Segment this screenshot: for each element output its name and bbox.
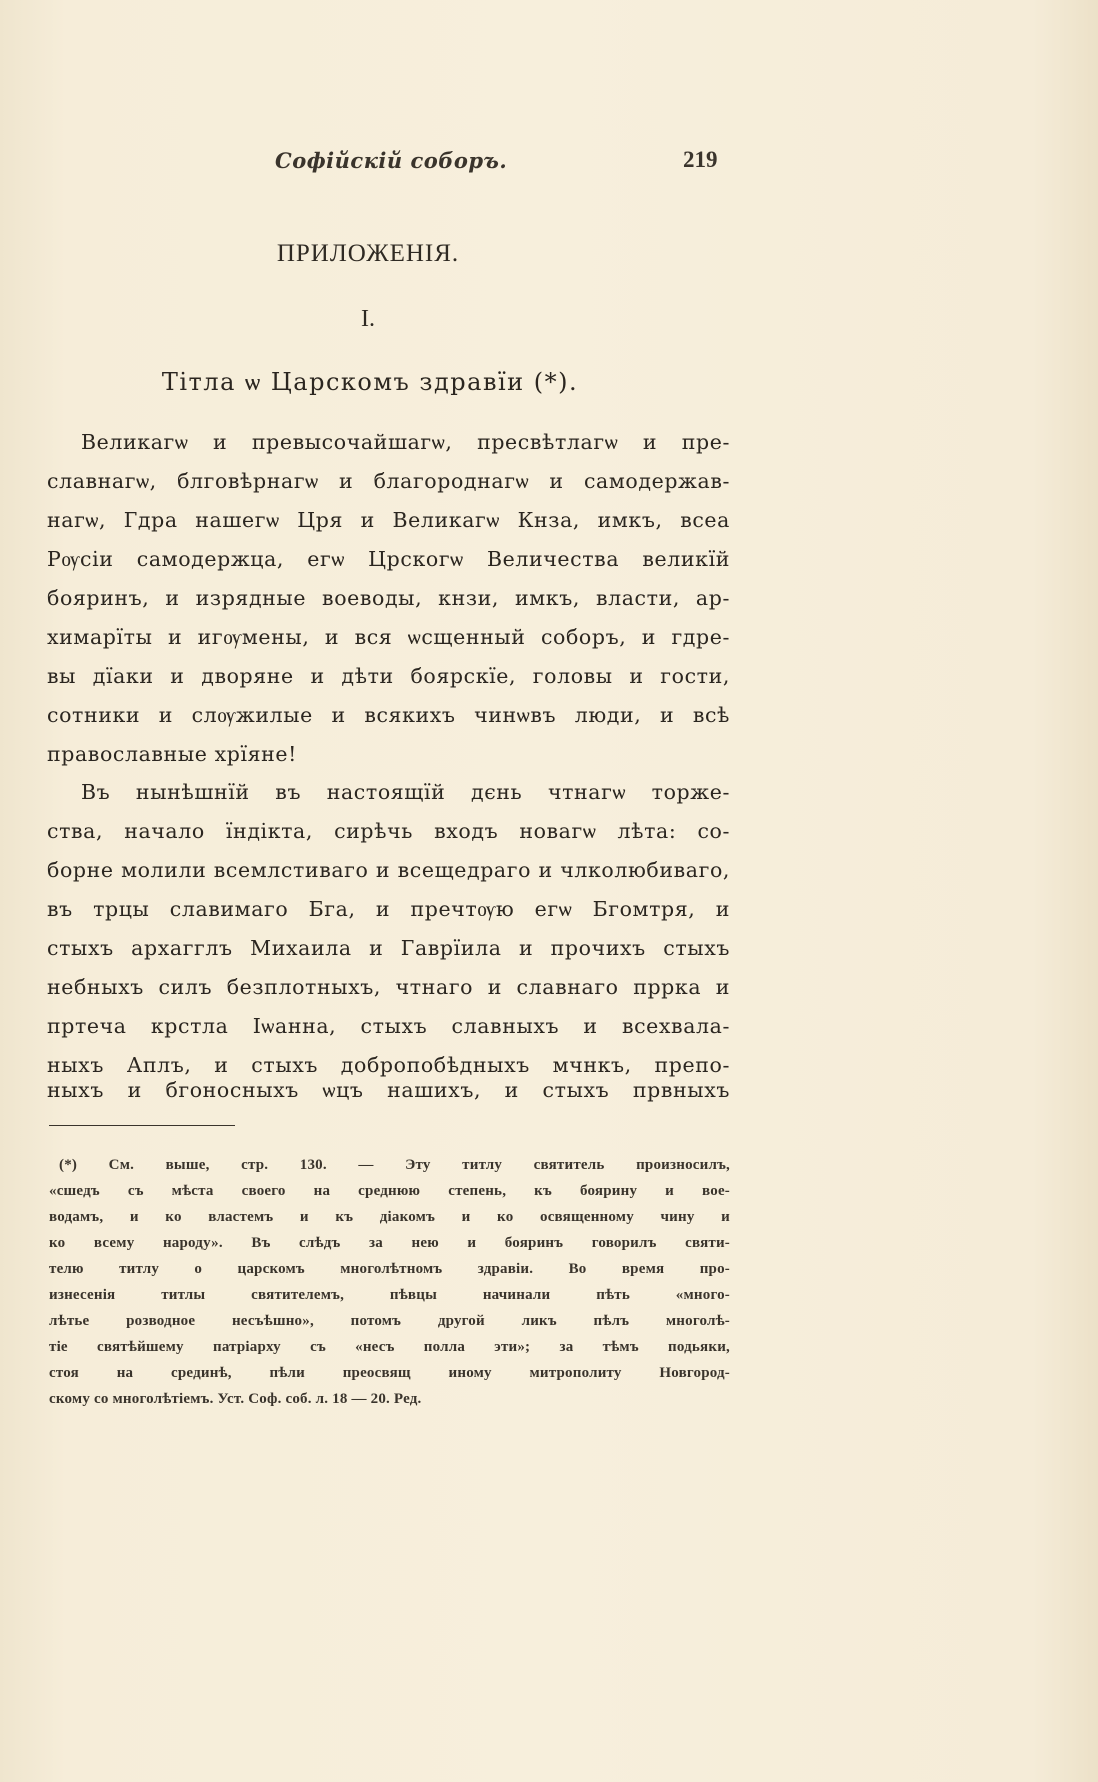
body-line: Великагѡ и превысочайшагѡ, пресвѣтлагѡ и пре-: [81, 430, 730, 454]
footnote-line: (*) См. выше, стр. 130. — Эту титлу святитель произносилъ,: [59, 1157, 730, 1173]
body-line: православные хрїяне!: [47, 742, 297, 766]
body-line: небныхъ силъ безплотныхъ, чтнаго и славнаго пррка и: [47, 975, 730, 999]
footnote-line: водамъ, и ко властемъ и къ діакомъ и ко освященному чину и: [49, 1209, 730, 1225]
document-title: Тітла ѡ Царскомъ здравїи (*).: [161, 368, 579, 396]
running-title: Софійскій соборъ.: [275, 148, 508, 173]
body-line: ныхъ и бгоносныхъ ѡцъ нашихъ, и стыхъ првныхъ: [47, 1078, 730, 1102]
body-line: бояринъ, и изрядные воеводы, кнзи, имкъ, власти, ар-: [47, 586, 730, 610]
section-title: ПРИЛОЖЕНІЯ.: [276, 240, 460, 267]
footnote-line: изнесенія титлы святителемъ, пѣвцы начинали пѣть «много-: [49, 1287, 730, 1303]
body-line: ныхъ Аплъ, и стыхъ добропобѣдныхъ мчнкъ, препо-: [47, 1053, 730, 1077]
footnote-line: «сшедъ съ мѣста своего на среднюю степень, къ боярину и вое-: [49, 1183, 730, 1199]
footnote-line: тіе святѣйшему патріарху съ «несъ полла эти»; за тѣмъ подьяки,: [49, 1339, 730, 1355]
body-line: славнагѡ, блговѣрнагѡ и благороднагѡ и самодержав-: [47, 469, 730, 493]
body-line: въ трцы славимаго Бга, и пречтѹю егѡ Бгомтря, и: [47, 897, 730, 921]
footnote-line: скому со многолѣтіемъ. Уст. Соф. соб. л. 18 — 20. Ред.: [49, 1391, 422, 1407]
body-line: стыхъ архагглъ Михаила и Гаврїила и прочихъ стыхъ: [47, 936, 730, 960]
body-line: борне молили всемлстиваго и всещедраго и члколюбиваго,: [47, 858, 730, 882]
body-line: вы дїаки и дворяне и дѣти боярскїе, головы и гости,: [47, 664, 730, 688]
body-line: ства, начало їндікта, сирѣчь входъ новагѡ лѣта: со-: [47, 819, 730, 843]
page-number: 219: [683, 147, 718, 172]
section-number: I.: [361, 306, 375, 332]
body-line: Въ нынѣшнїй въ настоящїй дєнь чтнагѡ торже-: [81, 780, 730, 804]
body-line: пртеча крстла Іѡанна, стыхъ славныхъ и всехвала-: [47, 1014, 730, 1038]
footnote-rule: [49, 1125, 235, 1126]
footnote-line: телю титлу о царскомъ многолѣтномъ здравіи. Во время про-: [49, 1261, 730, 1277]
body-line: Рѹсіи самодержца, егѡ Црскогѡ Величества великїй: [47, 547, 730, 571]
footnote-line: лѣтье розводное несъѣшно», потомъ другой ликъ пѣлъ многолѣ-: [49, 1313, 730, 1329]
body-line: химарїты и игѹмены, и вся ѡсщенный соборъ, и гдре-: [47, 625, 730, 649]
footnote-line: стоя на срединѣ, пѣли преосвящ иному митрополиту Новгород-: [49, 1365, 730, 1381]
footnote-line: ко всему народу». Въ слѣдъ за нею и бояринъ говорилъ святи-: [49, 1235, 730, 1251]
body-line: нагѡ, Гдра нашегѡ Цря и Великагѡ Кнза, имкъ, всеа: [47, 508, 730, 532]
body-line: сотники и слѹжилые и всякихъ чинѡвъ люди, и всѣ: [47, 703, 730, 727]
